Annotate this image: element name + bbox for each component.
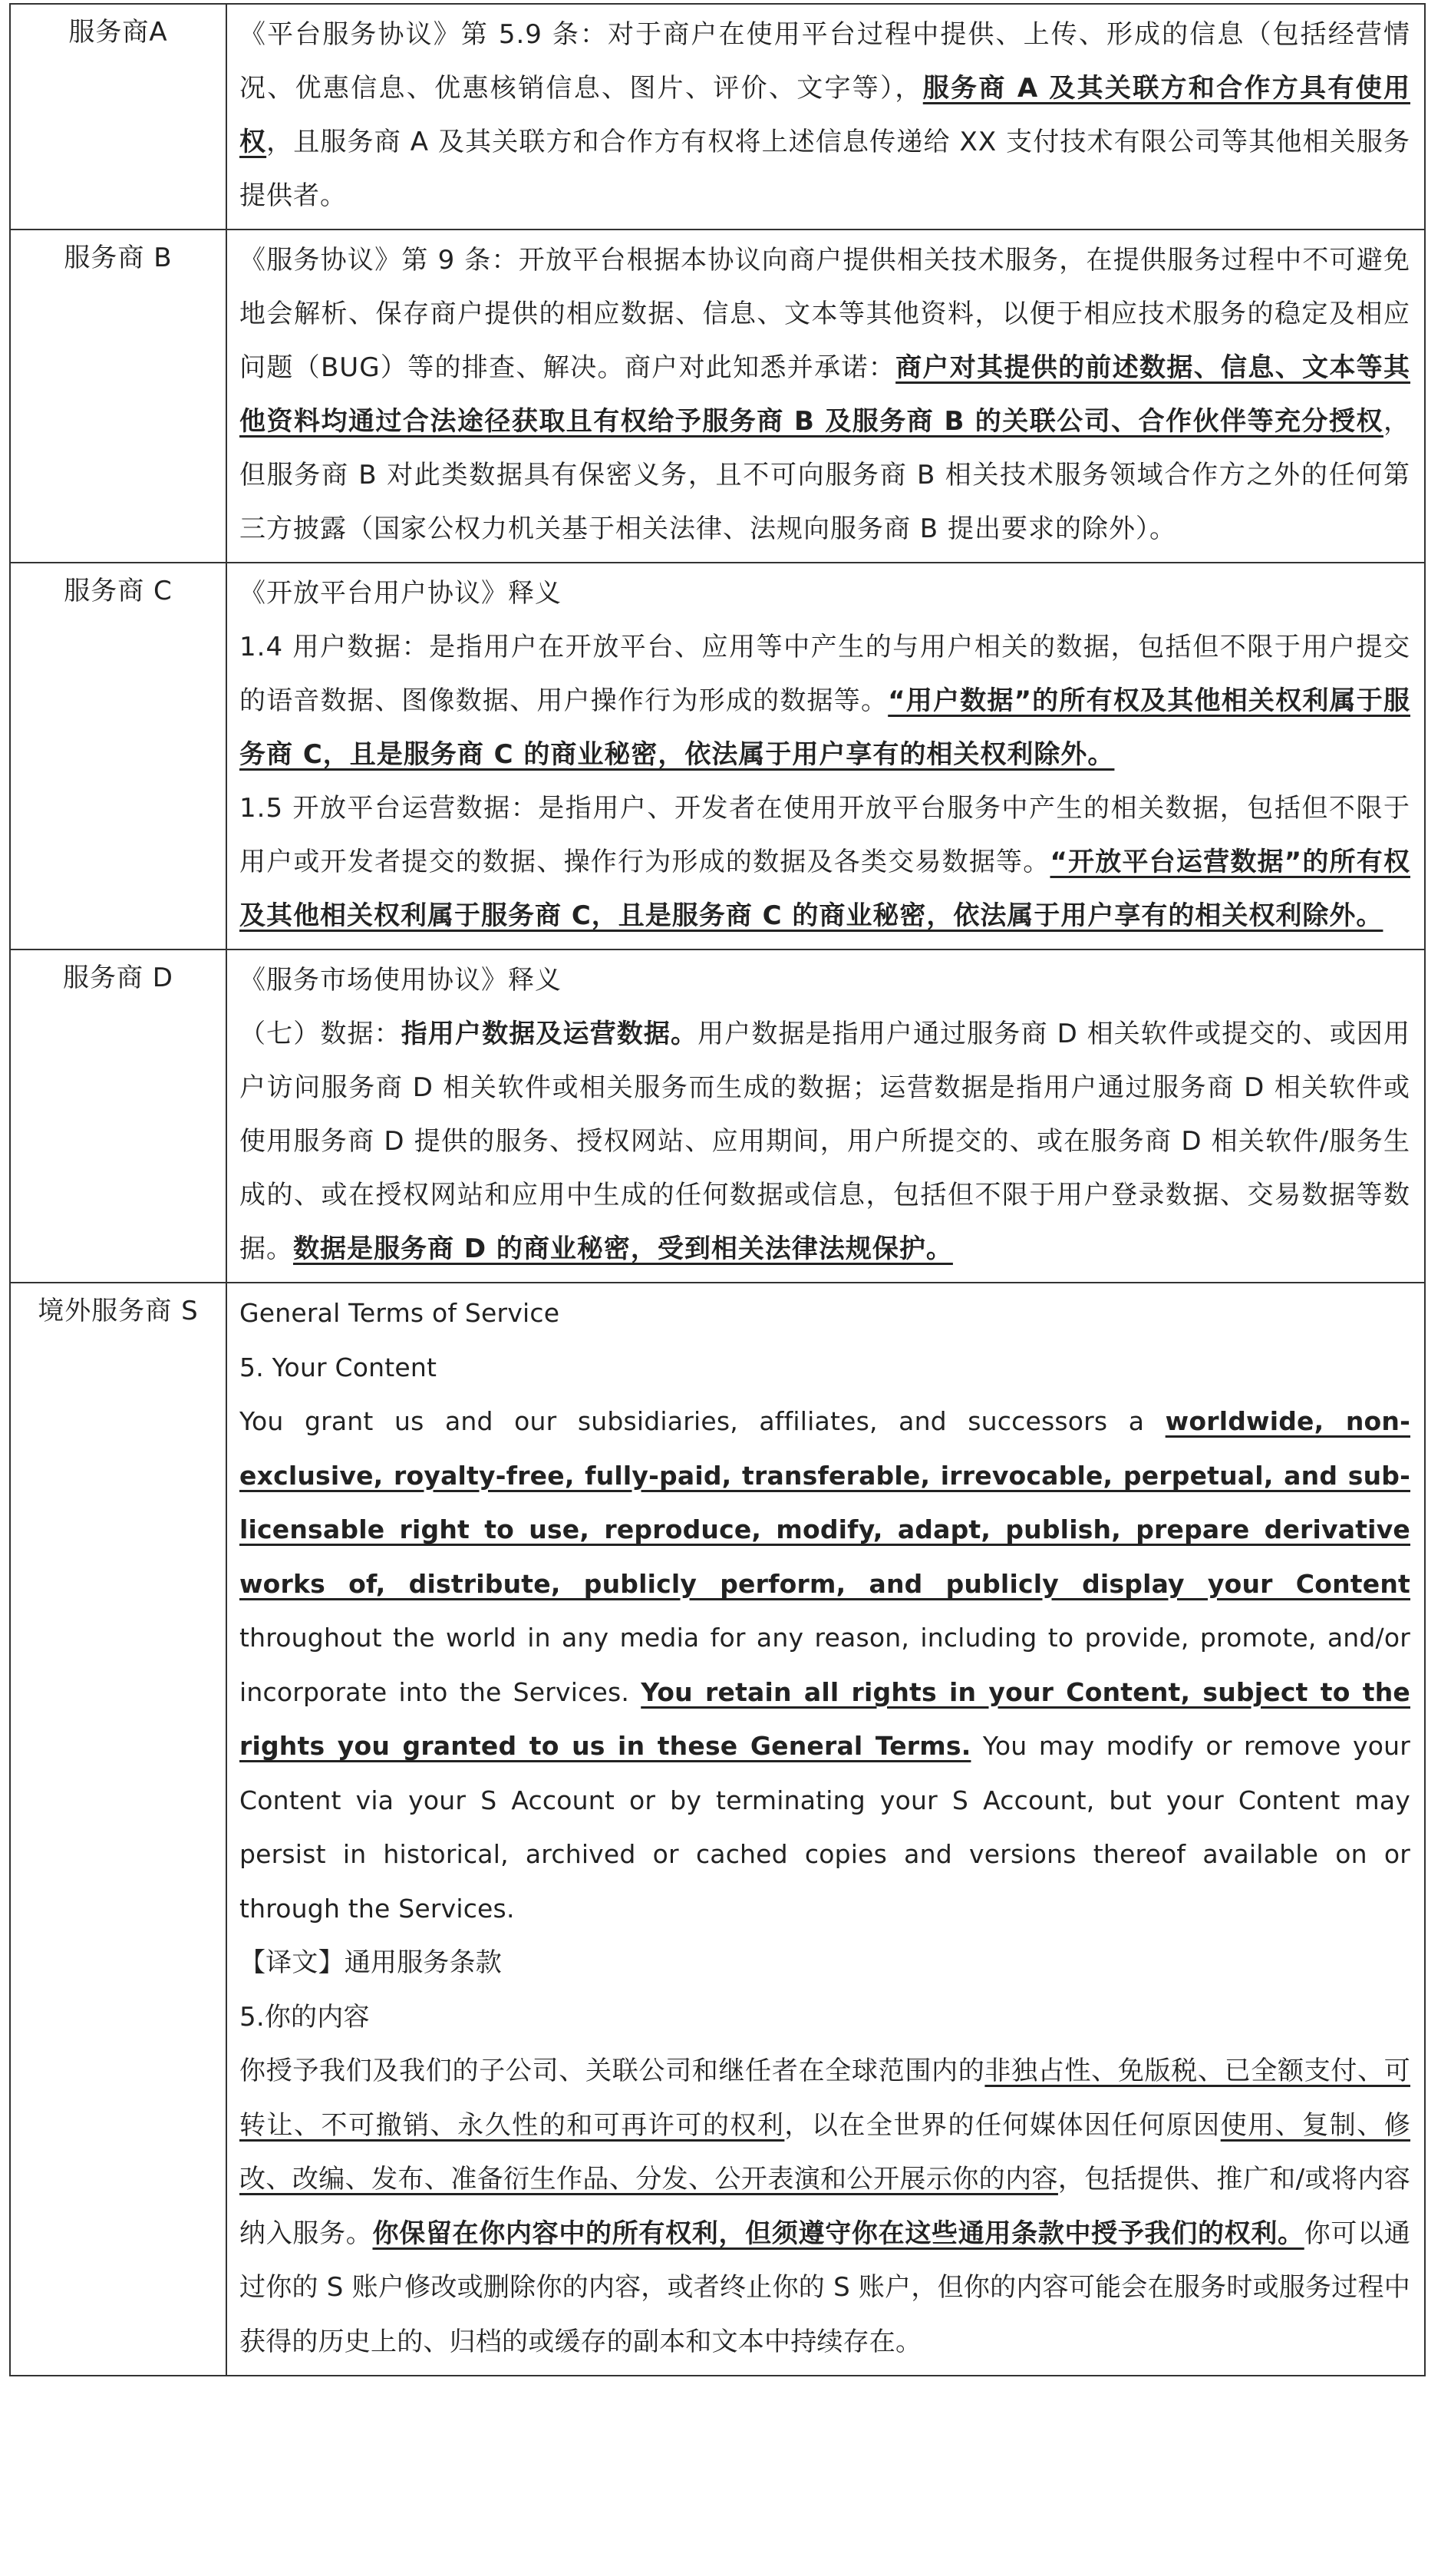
clause-paragraph	[239, 620, 1410, 781]
clause-text: You grant us and our subsidiaries, affiliates, and successors a	[239, 1406, 1166, 1436]
emphasized-clause-text: 数据是服务商 D 的商业秘密，受到相关法律法规保护。	[293, 1234, 953, 1264]
clause-paragraph	[239, 1936, 1410, 1990]
clause-paragraph	[239, 566, 1410, 620]
clause-paragraph	[239, 8, 1410, 223]
clause-text: 【译文】通用服务条款	[239, 1947, 502, 1978]
emphasized-clause-text: 你保留在你内容中的所有权利，但须遵守你在这些通用条款中授予我们的权利。	[372, 2218, 1304, 2249]
clause-text: You may modify or remove your Content via your S Account or by terminating your S Account, but your Content may persist in historical, archived or cached copies and versions thereof available on or through the Services.	[239, 1731, 1411, 1924]
table-row	[10, 563, 1425, 949]
clause-cell	[226, 1283, 1425, 2376]
emphasized-clause-text: 非独占性、免版税、已全额支付、可转让、不可撤销、永久性的和可再许可的权利	[239, 2056, 1410, 2141]
clause-text: General Terms of Service	[239, 1298, 560, 1328]
clause-text: 《开放平台用户协议》释义	[239, 578, 562, 609]
clause-cell	[226, 4, 1425, 230]
clause-paragraph	[239, 1990, 1410, 2045]
clause-paragraph	[239, 1341, 1410, 1395]
clause-text: 《服务协议》第 9 条：开放平台根据本协议向商户提供相关技术服务，在提供服务过程中不可避免地会解析、保存商户提供的相应数据、信息、文本等其他资料，以便于相应技术服务的稳定及相应问题（BUG）等的排查、解决。商户对此知悉并承诺：	[239, 245, 1410, 383]
emphasized-clause-text: You retain all rights in your Content, subject to the rights you granted to us in these General Terms.	[239, 1676, 1410, 1761]
clause-text: 指用户数据及运营数据。	[401, 1019, 698, 1049]
clause-paragraph	[239, 1395, 1410, 1936]
clause-cell	[226, 563, 1425, 949]
clause-paragraph	[239, 781, 1410, 943]
provider-cell: 服务商 B	[10, 230, 226, 563]
clause-text: 你授予我们及我们的子公司、关联公司和继任者在全球范围内的	[239, 2056, 985, 2086]
clause-text: 《平台服务协议》第 5.9 条：对于商户在使用平台过程中提供、上传、形成的信息（包括经营情况、优惠信息、优惠核销信息、图片、评价、文字等），	[239, 19, 1410, 104]
clause-text: 你可以通过你的 S 账户修改或删除你的内容，或者终止你的 S 账户，但你的内容可能会在服务时或服务过程中获得的历史上的、归档的或缓存的副本和文本中持续存在。	[239, 2218, 1410, 2357]
clause-text: 1.4 用户数据：是指用户在开放平台、应用等中产生的与用户相关的数据，包括但不限于用户提交的语音数据、图像数据、用户操作行为形成的数据等。	[239, 632, 1410, 716]
clause-paragraph	[239, 1286, 1410, 1341]
clause-text: throughout the world in any media for any reason, including to provide, promote, and/or incorporate into the Services.	[239, 1623, 1410, 1707]
clause-text: （七）数据：	[239, 1019, 401, 1049]
clause-cell	[226, 230, 1425, 563]
provider-cell: 服务商 C	[10, 563, 226, 949]
emphasized-clause-text: worldwide, non-exclusive, royalty-free, fully-paid, transferable, irrevocable, perpetual, and sub-licensable right to use, reproduce, modify, adapt, publish, prepare derivative works of, distribute, publicly perform, and publicly display your Content	[239, 1406, 1410, 1599]
table-row	[10, 230, 1425, 563]
emphasized-clause-text: 服务商 A 及其关联方和合作方具有使用权	[239, 73, 1410, 157]
provider-cell: 服务商A	[10, 4, 226, 230]
table-row	[10, 4, 1425, 230]
clause-text: 《服务市场使用协议》释义	[239, 965, 562, 996]
clause-cell	[226, 949, 1425, 1283]
emphasized-clause-text: 商户对其提供的前述数据、信息、文本等其他资料均通过合法途径获取且有权给予服务商 B 及服务商 B 的关联公司、合作伙伴等充分授权	[239, 352, 1411, 437]
terms-comparison-table	[9, 3, 1426, 2376]
clause-paragraph	[239, 233, 1410, 556]
table-body	[10, 4, 1425, 2376]
clause-text: ，以在全世界的任何媒体因任何原因	[784, 2109, 1221, 2141]
emphasized-clause-text: 使用、复制、修改、改编、发布、准备衍生作品、分发、公开表演和公开展示你的内容	[239, 2109, 1411, 2195]
clause-text: 1.5 开放平台运营数据：是指用户、开发者在使用开放平台服务中产生的相关数据，包括但不限于用户或开发者提交的数据、操作行为形成的数据及各类交易数据等。	[239, 793, 1410, 877]
emphasized-clause-text: “开放平台运营数据”的所有权及其他相关权利属于服务商 C，且是服务商 C 的商业秘密，依法属于用户享有的相关权利除外。	[239, 847, 1410, 931]
clause-paragraph	[239, 1007, 1410, 1276]
clause-text: ，但服务商 B 对此类数据具有保密义务，且不可向服务商 B 相关技术服务领域合作方之外的任何第三方披露（国家公权力机关基于相关法律、法规向服务商 B 提出要求的除外）。	[239, 406, 1410, 544]
provider-cell: 境外服务商 S	[10, 1283, 226, 2376]
clause-text: 5.你的内容	[239, 2001, 370, 2033]
clause-text: ，且服务商 A 及其关联方和合作方有权将上述信息传递给 XX 支付技术有限公司等其他相关服务提供者。	[239, 127, 1410, 211]
clause-text: 5. Your Content	[239, 1352, 437, 1382]
emphasized-clause-text: “用户数据”的所有权及其他相关权利属于服务商 C，且是服务商 C 的商业秘密，依法属于用户享有的相关权利除外。	[239, 685, 1410, 770]
table-row	[10, 949, 1425, 1283]
clause-paragraph	[239, 2044, 1410, 2369]
table-row	[10, 1283, 1425, 2376]
provider-cell: 服务商 D	[10, 949, 226, 1283]
clause-paragraph	[239, 953, 1410, 1007]
clause-text: ，包括提供、推广和/或将内容纳入服务。	[239, 2164, 1410, 2249]
clause-text: 用户数据是指用户通过服务商 D 相关软件或提交的、或因用户访问服务商 D 相关软件或相关服务而生成的数据；运营数据是指用户通过服务商 D 相关软件或使用服务商 D 提供的服务、授权网站、应用期间，用户所提交的、或在服务商 D 相关软件/服务生成的、或在授权网站和应用中生成的任何数据或信息，包括但不限于用户登录数据、交易数据等数据。	[239, 1019, 1411, 1264]
